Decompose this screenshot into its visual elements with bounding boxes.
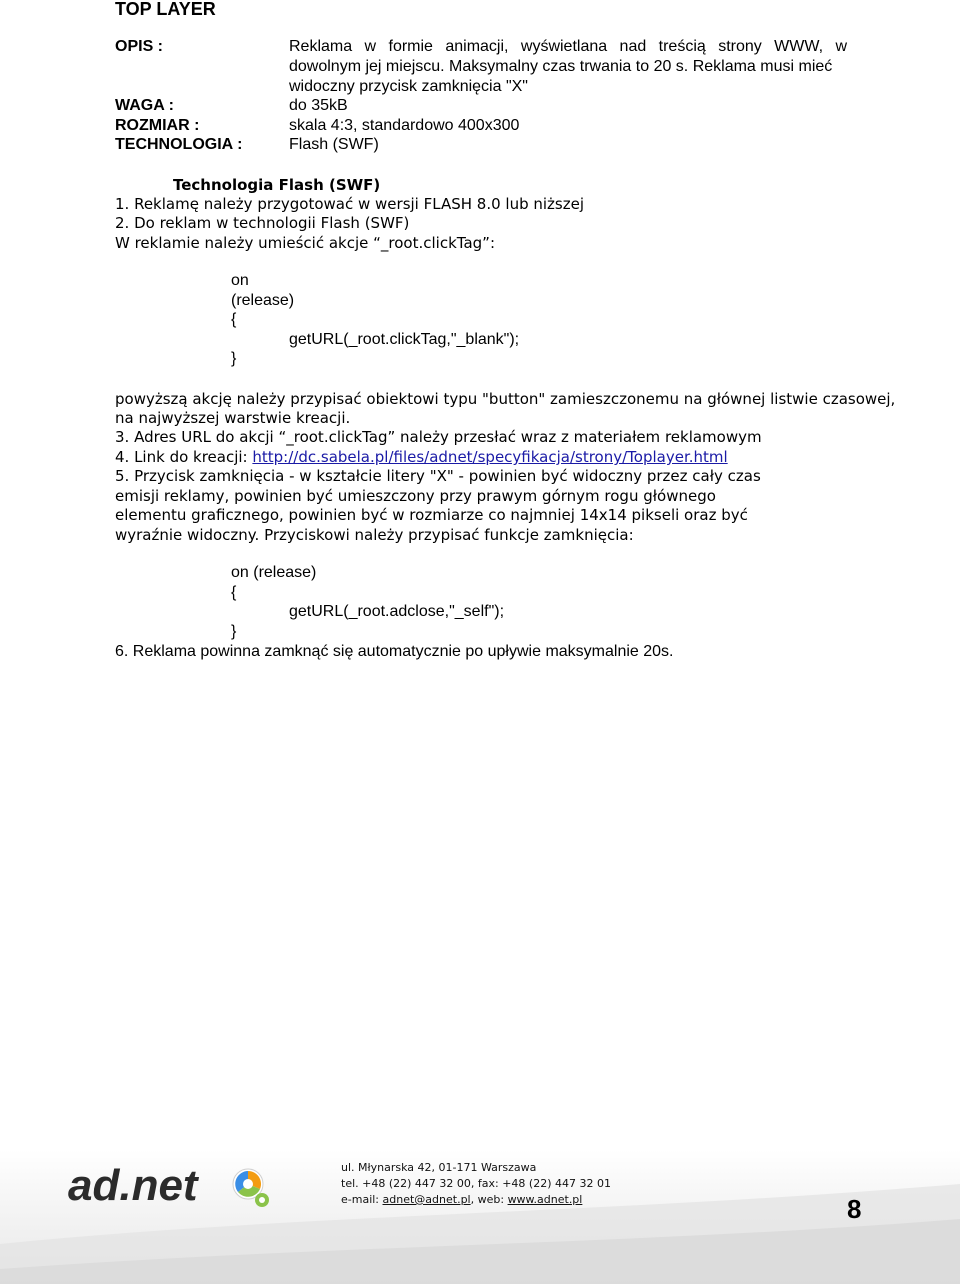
item4-prefix: 4. Link do kreacji: — [115, 448, 253, 466]
code1-on: on — [231, 272, 249, 289]
adnet-logo — [66, 1156, 276, 1216]
flash-item-5-line-2: emisji reklamy, powinien być umieszczony przy prawym górnym rogu głównego — [115, 487, 716, 505]
logo-svg — [66, 1156, 276, 1216]
rozmiar-value: skala 4:3, standardowo 400x300 — [289, 117, 520, 134]
flash-item-3: 3. Adres URL do akcji “_root.clickTag” należy przesłać wraz z materiałem reklamowym — [115, 428, 762, 446]
code1-close-brace: } — [231, 350, 237, 367]
code2-call: getURL(_root.adclose,"_self"); — [289, 603, 505, 620]
waga-value: do 35kB — [289, 97, 348, 114]
page-title: TOP LAYER — [115, 0, 216, 19]
flash-item-5-line-3: elementu graficznego, powinien być w rozmiarze co najmniej 14x14 pikseli oraz być — [115, 506, 748, 524]
opis-line-3: widoczny przycisk zamknięcia "X" — [289, 78, 528, 95]
creative-link[interactable]: http://dc.sabela.pl/files/adnet/specyfikacja/strony/Toplayer.html — [252, 448, 728, 466]
footer-web-link[interactable]: www.adnet.pl — [507, 1193, 583, 1206]
technologia-value: Flash (SWF) — [289, 136, 379, 153]
footer-contact — [341, 1193, 582, 1206]
flash-item-6: 6. Reklama powinna zamknąć się automatycznie po upływie maksymalnie 20s. — [115, 643, 674, 660]
para1-line-2: na najwyższej warstwie kreacji. — [115, 409, 351, 427]
logo-swirl-small-icon — [255, 1193, 269, 1207]
rozmiar-label: ROZMIAR : — [115, 117, 200, 134]
flash-item-2-line-2: W reklamie należy umieścić akcje “_root.clickTag”: — [115, 234, 495, 252]
footer-email-prefix: e-mail: — [341, 1193, 383, 1206]
flash-item-2: 2. Do reklam w technologii Flash (SWF) — [115, 214, 410, 232]
flash-item-1: 1. Reklamę należy przygotować w wersji FLASH 8.0 lub niższej — [115, 195, 584, 213]
opis-line-1: Reklama w formie animacji, wyświetlana nad treścią strony WWW, w — [289, 38, 847, 55]
flash-item-4 — [115, 448, 728, 466]
waga-label: WAGA : — [115, 97, 174, 114]
para1-line-1: powyższą akcję należy przypisać obiektowi typu "button" zamieszczonemu na głównej listwie czasowej, — [115, 390, 896, 408]
footer-email-link[interactable]: adnet@adnet.pl — [382, 1193, 471, 1206]
page-number: 8 — [847, 1194, 862, 1224]
opis-label: OPIS : — [115, 38, 164, 55]
footer-web-prefix: , web: — [470, 1193, 508, 1206]
code1-release: (release) — [231, 292, 295, 309]
code1-call: getURL(_root.clickTag,"_blank"); — [289, 331, 520, 348]
footer-phone: tel. +48 (22) 447 32 00, fax: +48 (22) 447 32 01 — [341, 1177, 611, 1190]
code1-open-brace: { — [231, 311, 237, 328]
code2-close-brace: } — [231, 623, 237, 640]
technologia-label: TECHNOLOGIA : — [115, 136, 243, 153]
flash-item-5-line-1: 5. Przycisk zamknięcia - w kształcie litery "X" - powinien być widoczny przez cały czas — [115, 467, 761, 485]
flash-item-5-line-4: wyraźnie widoczny. Przyciskowi należy przypisać funkcje zamknięcia: — [115, 526, 634, 544]
code2-open-brace: { — [231, 584, 237, 601]
logo-wordmark: ad.net — [68, 1161, 198, 1210]
code2-on-release: on (release) — [231, 564, 317, 581]
flash-heading: Technologia Flash (SWF) — [173, 176, 381, 194]
footer-address: ul. Młynarska 42, 01-171 Warszawa — [341, 1161, 537, 1174]
opis-line-2: dowolnym jej miejscu. Maksymalny czas trwania to 20 s. Reklama musi mieć — [289, 58, 833, 75]
